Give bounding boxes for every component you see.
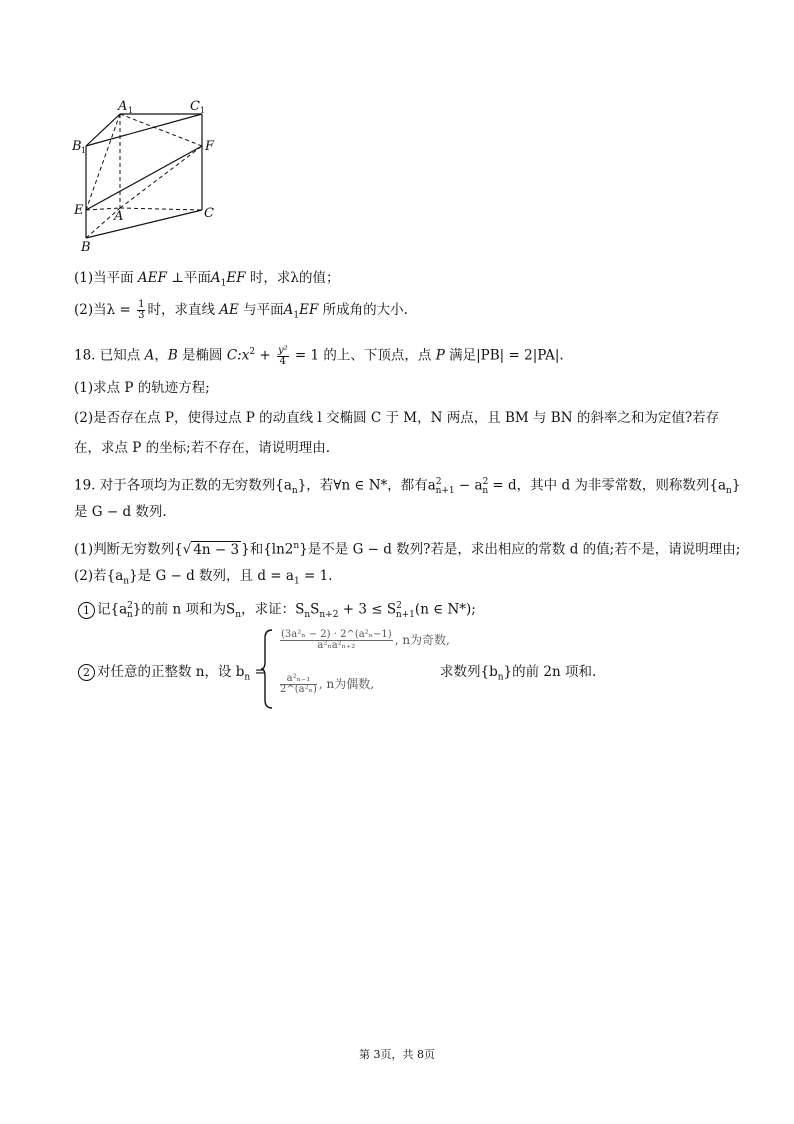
case-odd: $\frac{\text{(3a²ₙ − 2) · 2\textasciicircum{}(a²ₙ−1)}}{\text{a²ₙa²ₙ₊₂}}$ , n为奇数, [281,629,450,651]
q19-sub2: 2 对任意的正整数 n，设 $b_n$ = $\frac{\text{(3a²ₙ − 2) · 2\textasciicircum{}(a²ₙ−1)}}{\text{a²ₙa²ₙ₊₂}}$ , n为奇数, $\frac{\text{a²ₙ₋₁}}{\text{2\textasciicircum{}(a²ₙ)}}$ , n为偶数, 求数列$\{b_n\}$的前 2n 项和. [78,628,638,710]
label-c1: C [190,99,200,114]
edge-af [120,146,202,208]
q19-part1: (1)判断无穷数列{√ 4n − 3 }和{ln2$^n$}是不是 G − d 数列?若是，求出相应的常数 d 的值;若不是，请说明理由; [74,541,741,558]
label-f: F [205,139,215,154]
q18-part1: (1)求点 P 的轨迹方程; [74,380,210,396]
circled-number-2: 2 [78,664,95,681]
fraction-y2-over-4: $\frac{\text{y²}}{4}$ [277,344,288,367]
edge-ef [86,146,202,210]
label-c1-sub: 1 [200,106,206,115]
left-brace-icon [260,628,274,710]
label-c: C [204,206,214,221]
edge-a1e [86,114,120,210]
label-a1: A [118,99,128,114]
label-e: E [74,203,84,218]
q19-stem-line2: 是 G − d 数列. [74,504,167,520]
q19-sub1: 1 记$\{a^2_n\}$的前 n 项和为$S_n$，求证：$S_nS_{n+2} + 3 \le S^2_{n+1}(n$ ∈ N*); [78,596,476,625]
edge-ac [120,208,202,210]
q18-part2-line2: 在，求点 P 的坐标;若不存在，请说明理由. [74,440,331,456]
fraction-one-third: $\frac{1}{3}$ [138,299,145,321]
prism-diagram [72,96,232,256]
edge-bc [86,210,202,238]
circled-number-1: 1 [78,602,95,619]
label-b: B [81,240,91,255]
page-footer: 第 3页，共 8页 [359,1048,435,1061]
label-b1-sub: 1 [81,146,87,155]
label-b1: B [72,139,82,154]
q17-part1: (1)当平面 AEF ⊥平面$A_1EF$ 时，求λ的值； [74,270,340,289]
label-a1-sub: 1 [128,106,134,115]
case-even: $\frac{\text{a²ₙ₋₁}}{\text{2\textasciicircum{}(a²ₙ)}}$ , n为偶数, [280,673,375,695]
q18-stem: 18. 已知点 A，B 是椭圆 $C:x^2$ + $\frac{\text{y²}}{4}$ = 1 的上、下顶点，点 P 满足|PB| = 2|PA|. [74,344,564,367]
label-a: A [114,209,124,224]
q17-part2: (2)当λ = $\frac{1}{3}$ 时，求直线 AE 与平面$A_1EF$ 所成角的大小. [74,299,408,321]
q19-part2: (2)若$\{a_n\}$是 G − d 数列，且 $d = a_1 = 1$. [74,568,333,587]
prism-figure [72,96,232,256]
q19-stem-line1: 19. 对于各项均为正数的无穷数列$\{a_n\}$，若∀n ∈ N*，都有$a^2_{n+1} - a^2_n = d$，其中 d 为非零常数，则称数列$\{a_n\}$ [74,477,741,497]
q18-part2-line1: (2)是否存在点 P，使得过点 P 的动直线 l 交椭圆 C 于 M，N 两点，且 BM 与 BN 的斜率之和为定值?若存 [74,410,720,426]
edge-a1f [120,114,202,146]
